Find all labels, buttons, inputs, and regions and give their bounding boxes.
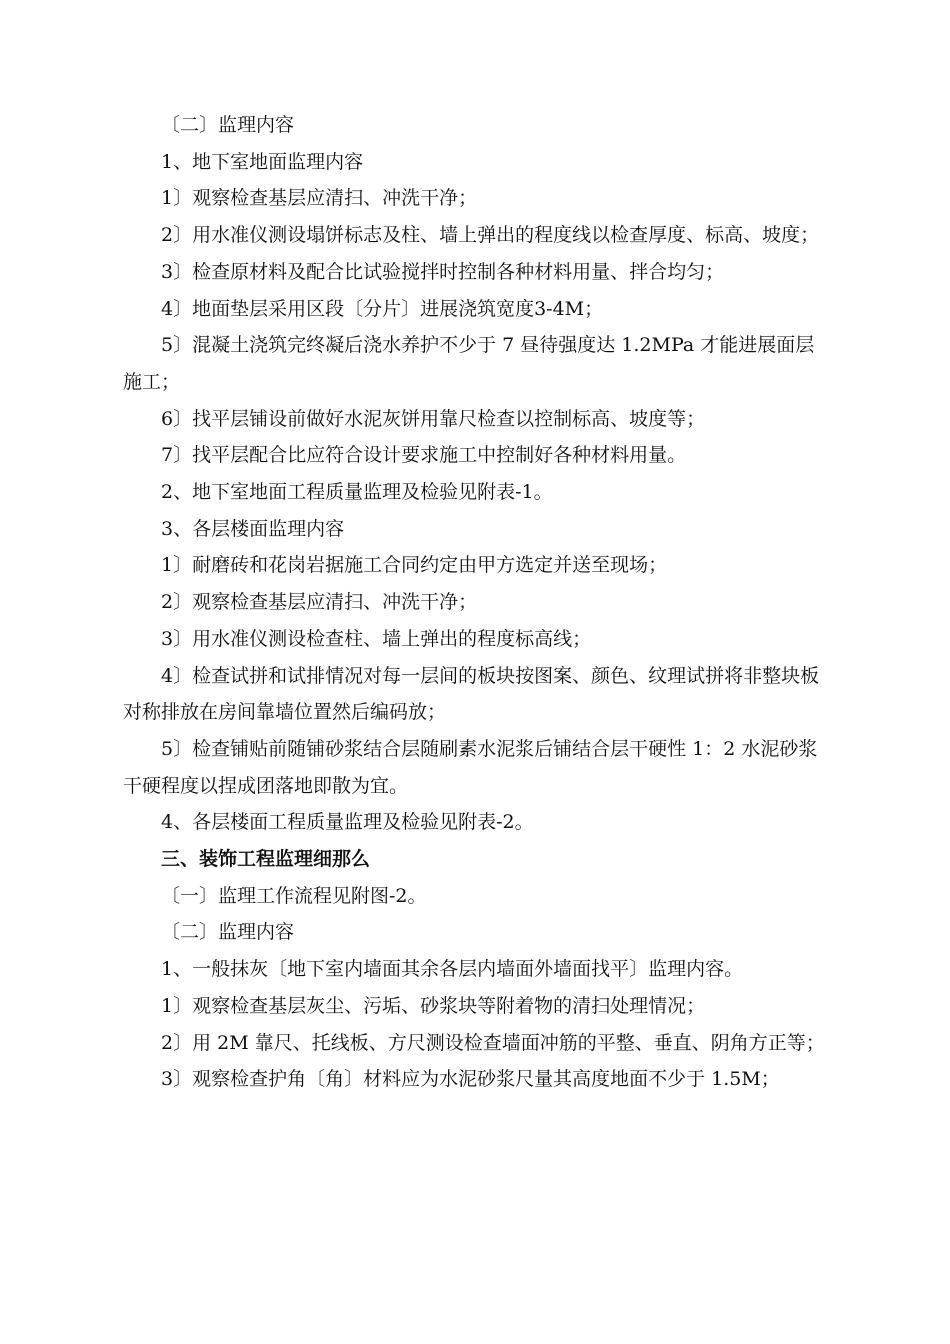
list-item: 2〕用 2M 靠尺、托线板、方尺测设检查墙面冲筋的平整、垂直、阴角方正等；: [161, 1031, 825, 1054]
subsection-heading: 1、地下室地面监理内容: [161, 150, 364, 173]
list-item: 3〕观察检查护角〔角〕材料应为水泥砂浆尺量其高度地面不少于 1.5M；: [161, 1068, 780, 1091]
subsection-heading: 4、各层楼面工程质量监理及检验见附表-2。: [161, 811, 534, 834]
list-item: 7〕找平层配合比应符合设计要求施工中控制好各种材料用量。: [161, 444, 687, 467]
list-item: 1〕耐磨砖和花岗岩据施工合同约定由甲方选定并送至现场；: [161, 554, 668, 577]
list-item: 5〕混凝土浇筑完终凝后浇水养护不少于 7 昼待强度达 1.2MPa 才能进展面层施工；: [123, 334, 815, 393]
list-item: 6〕找平层铺设前做好水泥灰饼用靠尺检查以控制标高、坡度等；: [161, 407, 706, 430]
list-item: 4〕检查试拼和试排情况对每一层间的板块按图案、颜色、纹理试拼将非整块板对称排放在房间靠墙位置然后编码放；: [123, 664, 820, 724]
subsection-heading: 3、各层楼面监理内容: [161, 517, 345, 540]
list-item: 4〕地面垫层采用区段〔分片〕进展浇筑宽度3-4M；: [161, 297, 604, 320]
chapter-heading: 三、装饰工程监理细那么: [161, 848, 371, 871]
document-body: [123, 107, 833, 1098]
list-item: 1〕观察检查基层灰尘、污垢、砂浆块等附着物的清扫处理情况；: [161, 994, 706, 1017]
section-heading: 〔二〕监理内容: [161, 921, 295, 944]
section-heading: 〔二〕监理内容: [161, 114, 295, 136]
subsection-heading: 1、一般抹灰〔地下室内墙面其余各层内墙面外墙面找平〕监理内容。: [161, 958, 744, 981]
list-item: 3〕检查原材料及配合比试验搅拌时控制各种材料用量、拌合均匀；: [161, 260, 725, 283]
section-heading: 〔一〕监理工作流程见附图-2。: [161, 884, 427, 907]
list-item: 5〕检查铺贴前随铺砂浆结合层随刷素水泥浆后铺结合层干硬性 1：2 水泥砂浆干硬程度以捏成团落地即散为宜。: [123, 737, 818, 797]
list-item: 2〕观察检查基层应清扫、冲洗干净；: [161, 591, 478, 614]
list-item: 3〕用水准仪测设检查柱、墙上弹出的程度标高线；: [161, 627, 592, 650]
subsection-heading: 2、地下室地面工程质量监理及检验见附表-1。: [161, 481, 553, 504]
list-item: 2〕用水准仪测设塌饼标志及柱、墙上弹出的程度线以检查厚度、标高、坡度；: [161, 224, 820, 247]
list-item: 1〕观察检查基层应清扫、冲洗干净；: [161, 187, 478, 210]
